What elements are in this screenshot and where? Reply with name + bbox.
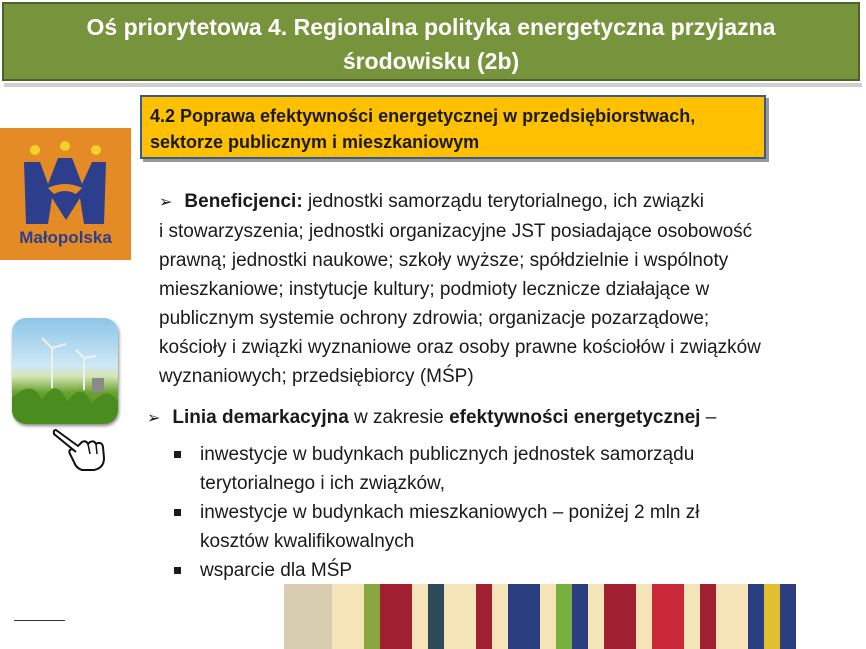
beneficiaries-line5: publicznym systemie ochrony zdrowia; organizacje pozarządowe; xyxy=(159,308,710,329)
beneficiaries-line7: wyznaniowych; przedsiębiorcy (MŚP) xyxy=(159,366,474,387)
stripe xyxy=(380,584,396,649)
stripe xyxy=(604,584,620,649)
stripe xyxy=(716,584,732,649)
subtitle-line1: 4.2 Poprawa efektywności energetycznej w przedsiębiorstwach, xyxy=(150,106,696,126)
list-item: inwestycje w budynkach publicznych jednostek samorządu terytorialnego i ich związków, xyxy=(172,440,852,498)
demarcation-list xyxy=(172,440,852,585)
stripe xyxy=(684,584,700,649)
logo-text: Małopolska xyxy=(19,228,112,247)
page-title-line1: Oś priorytetowa 4. Regionalna polityka energetyczna przyjazna xyxy=(86,14,776,40)
stripe xyxy=(588,584,604,649)
pointing-hand-icon xyxy=(52,422,108,474)
decorative-stripes xyxy=(284,584,796,649)
beneficiaries-line3: prawną; jednostki naukowe; szkoły wyższe; spółdzielnie i wspólnoty xyxy=(159,250,729,271)
stripe xyxy=(348,584,364,649)
stripe xyxy=(700,584,716,649)
beneficiaries-line2: i stowarzyszenia; jednostki organizacyjne JST posiadające osobowość xyxy=(159,221,753,242)
stripe xyxy=(460,584,476,649)
square-bullet-icon xyxy=(174,509,181,516)
list-item: wsparcie dla MŚP xyxy=(172,556,852,585)
page-title-line2: środowisku (2b) xyxy=(342,48,520,74)
stripe xyxy=(332,584,348,649)
stripe xyxy=(476,584,492,649)
list-item: inwestycje w budynkach mieszkaniowych – poniżej 2 mln zł kosztów kwalifikowalnych xyxy=(172,498,852,556)
stripe xyxy=(508,584,524,649)
stripe xyxy=(492,584,508,649)
stripe xyxy=(764,584,780,649)
stripe xyxy=(748,584,764,649)
square-bullet-icon xyxy=(174,567,181,574)
stripe xyxy=(540,584,556,649)
malopolska-logo xyxy=(0,128,131,260)
stripe xyxy=(412,584,428,649)
stripe xyxy=(668,584,684,649)
subtitle-line2: sektorze publicznym i mieszkaniowym xyxy=(150,132,480,152)
stripe xyxy=(316,584,332,649)
subtitle-box xyxy=(140,95,766,159)
demarcation-heading: ➢ Linia demarkacyjna w zakresie efektywności energetycznej – xyxy=(147,407,717,428)
malopolska-crown-logo-icon xyxy=(0,128,131,228)
beneficiaries-line1: ➢ Beneficjenci: jednostki samorządu terytorialnego, ich związki xyxy=(159,191,704,212)
square-bullet-icon xyxy=(174,451,181,458)
footer-divider xyxy=(14,620,65,621)
beneficiaries-paragraph xyxy=(159,187,859,391)
energy-landscape-image xyxy=(12,318,118,424)
stripe xyxy=(300,584,316,649)
wind-turbine-icon xyxy=(12,318,118,424)
stripe xyxy=(396,584,412,649)
beneficiaries-line6: kościoły i związki wyznaniowe oraz osoby prawne kościołów i związków xyxy=(159,337,761,358)
title-banner xyxy=(2,2,860,81)
stripe xyxy=(620,584,636,649)
banner-shadow xyxy=(4,83,862,87)
stripe xyxy=(284,584,300,649)
stripe xyxy=(780,584,796,649)
stripe xyxy=(524,584,540,649)
stripe xyxy=(364,584,380,649)
stripe xyxy=(572,584,588,649)
arrow-bullet-icon: ➢ xyxy=(147,410,161,427)
arrow-bullet-icon: ➢ xyxy=(159,194,173,211)
beneficiaries-label: Beneficjenci: xyxy=(184,191,303,212)
beneficiaries-line4: mieszkaniowe; instytucje kultury; podmioty lecznicze działające w xyxy=(159,279,710,300)
stripe xyxy=(556,584,572,649)
stripe xyxy=(428,584,444,649)
stripe xyxy=(636,584,652,649)
stripe xyxy=(732,584,748,649)
stripe xyxy=(444,584,460,649)
stripe xyxy=(652,584,668,649)
